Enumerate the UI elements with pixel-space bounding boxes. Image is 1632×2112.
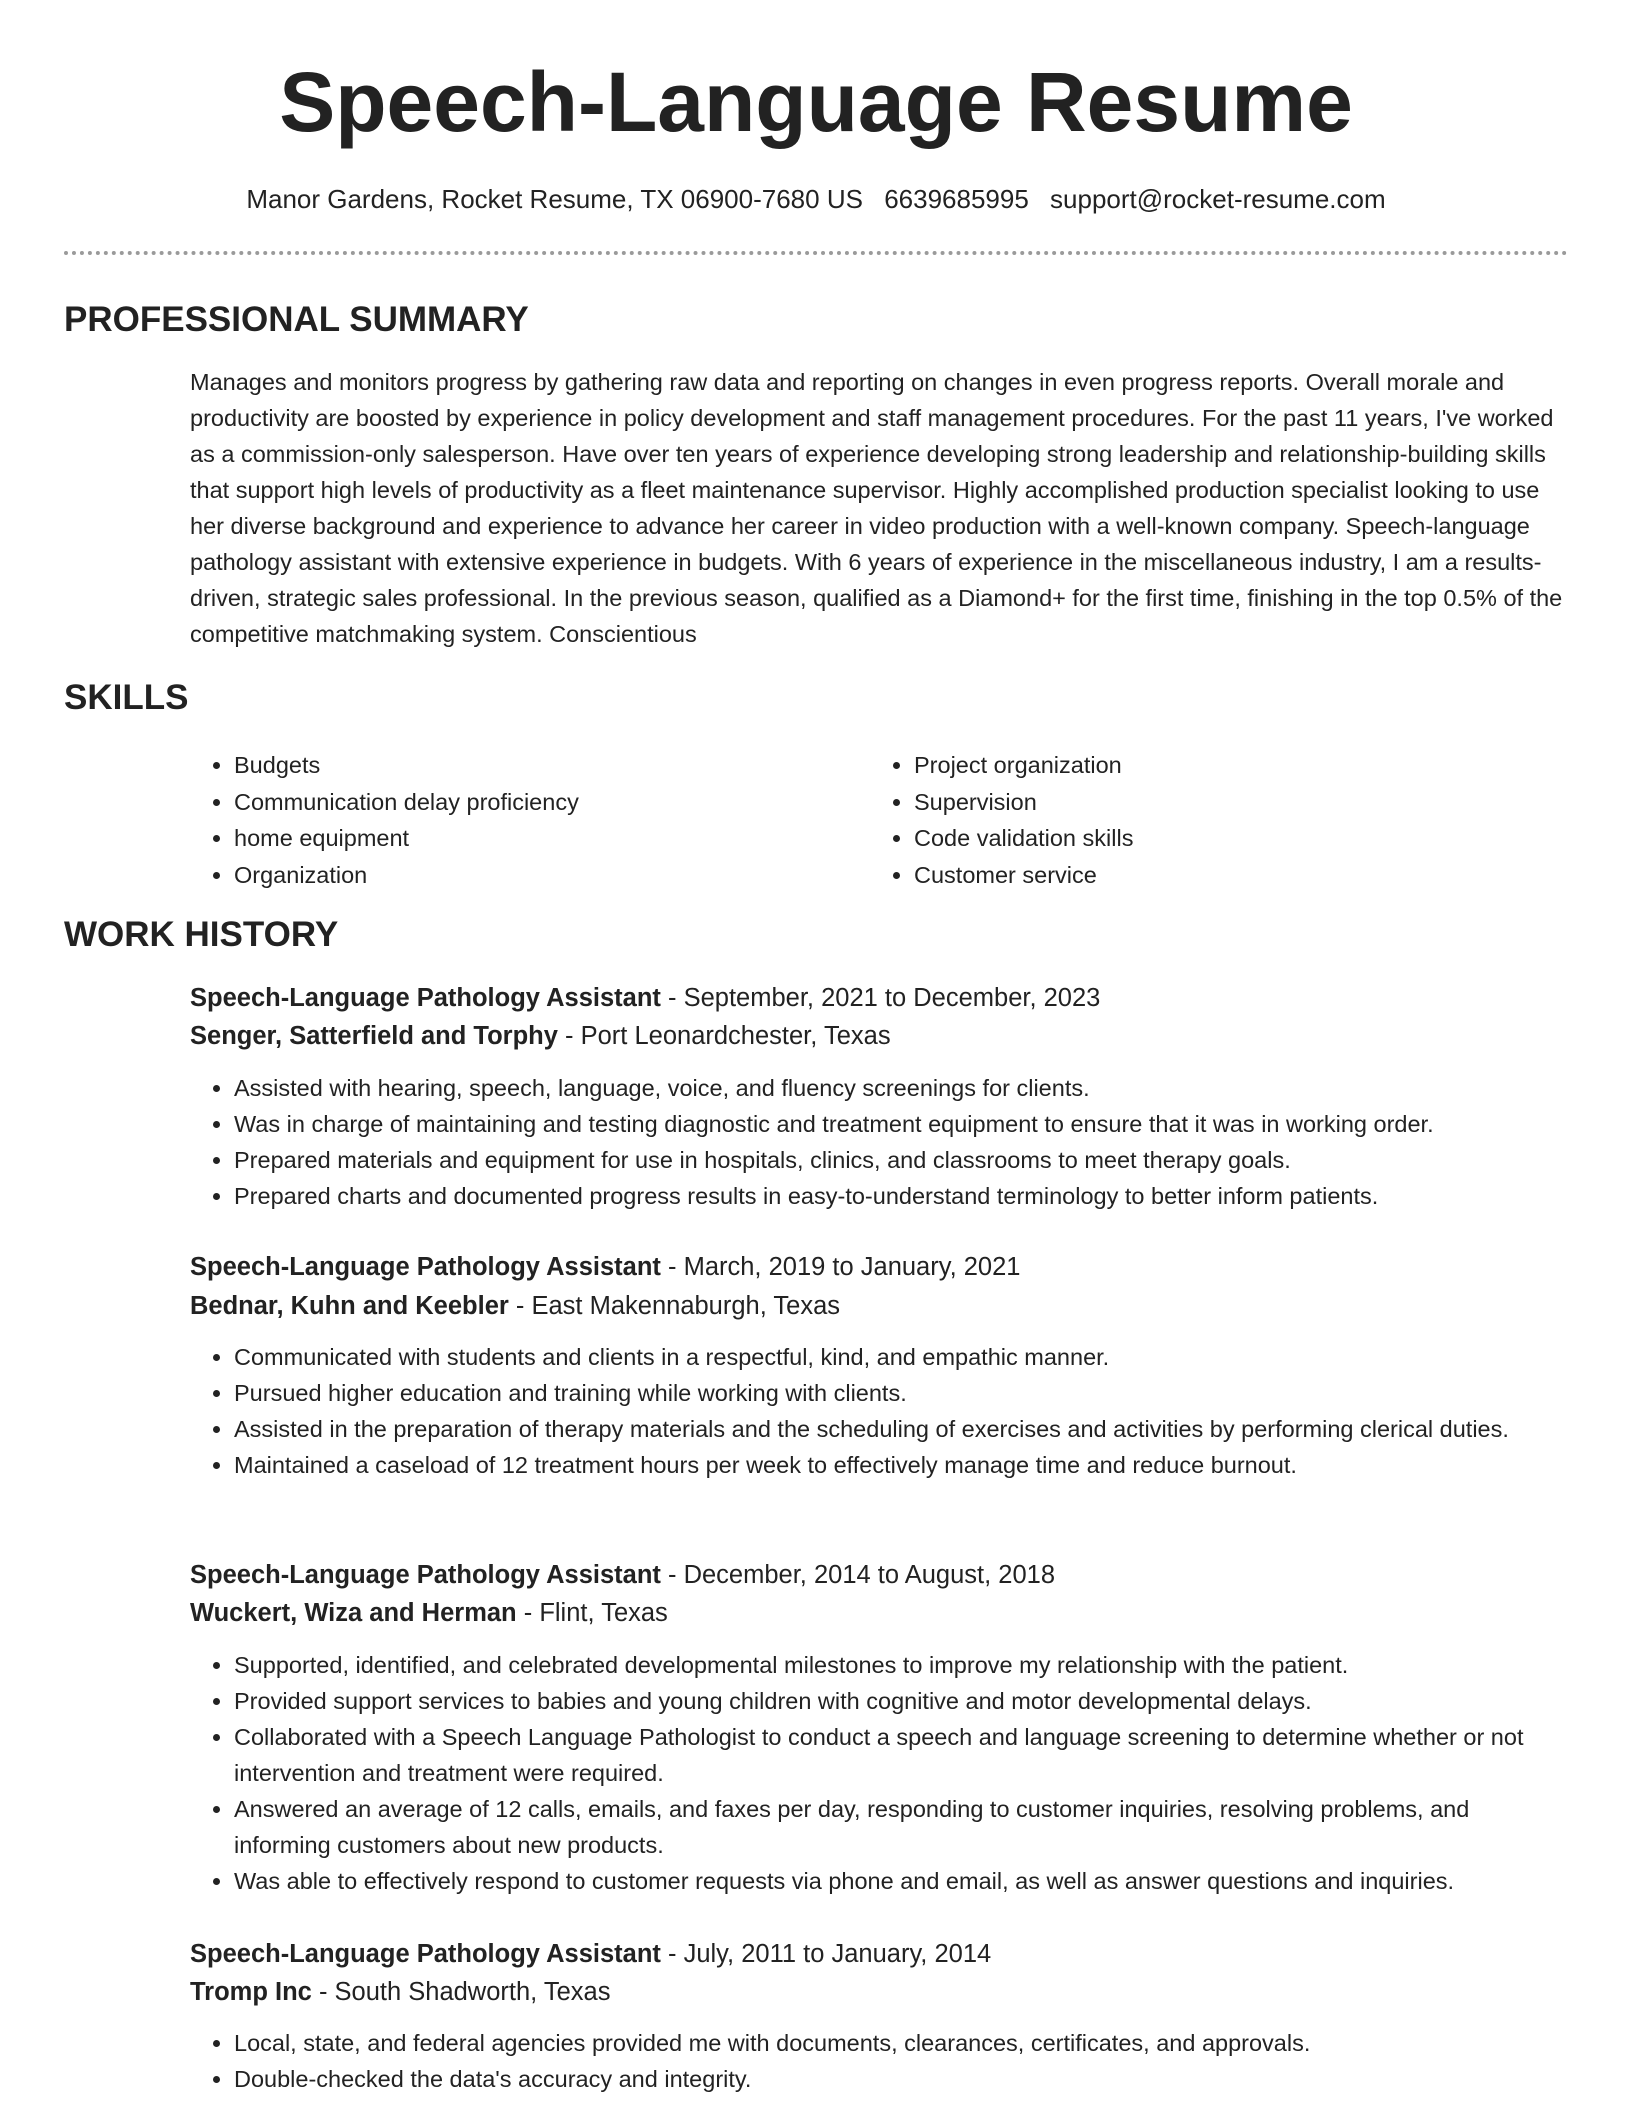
job-duties xyxy=(190,1339,1570,1483)
skill-item: • Code validation skills xyxy=(914,820,1550,857)
job-title-line: Speech-Language Pathology Assistant - December, 2014 to August, 2018 xyxy=(190,1561,1056,1589)
job-company-line: Bednar, Kuhn and Keebler - East Makennaburgh, Texas xyxy=(190,1292,841,1320)
job-dates: December, 2014 to August, 2018 xyxy=(683,1561,1056,1589)
skill-item: • Organization xyxy=(234,857,870,894)
contact-phone: 6639685995 xyxy=(884,184,1029,214)
summary-heading: PROFESSIONAL SUMMARY xyxy=(64,300,529,339)
skills-heading: SKILLS xyxy=(64,678,189,717)
duty-item: • Double-checked the data's accuracy and integrity. xyxy=(234,2061,1570,2097)
duty-item: • Local, state, and federal agencies provided me with documents, clearances, certificates, and approvals. xyxy=(234,2025,1570,2061)
job-location: East Makennaburgh, Texas xyxy=(531,1292,841,1320)
duty-item: • Answered an average of 12 calls, emails, and faxes per day, responding to customer inquiries, resolving problems, and informing customers about new products. xyxy=(234,1791,1570,1863)
skill-item: • Supervision xyxy=(914,784,1550,821)
job-location: Flint, Texas xyxy=(539,1599,668,1627)
job-company: Wuckert, Wiza and Herman xyxy=(190,1599,517,1627)
job-company-line: Senger, Satterfield and Torphy - Port Leonardchester, Texas xyxy=(190,1022,891,1050)
job-role: Speech-Language Pathology Assistant xyxy=(190,1561,661,1589)
duty-item: • Was able to effectively respond to customer requests via phone and email, as well as answer questions and inquiries. xyxy=(234,1863,1570,1899)
job-location: South Shadworth, Texas xyxy=(334,1978,611,2006)
contact-email: support@rocket-resume.com xyxy=(1050,184,1386,214)
duty-item: • Provided support services to babies and young children with cognitive and motor developmental delays. xyxy=(234,1683,1570,1719)
header-divider xyxy=(64,251,1568,255)
contact-address: Manor Gardens, Rocket Resume, TX 06900-7680 US xyxy=(246,184,863,214)
job-title-line: Speech-Language Pathology Assistant - March, 2019 to January, 2021 xyxy=(190,1253,1021,1281)
job-company: Tromp Inc xyxy=(190,1978,312,2006)
skill-item: • Communication delay proficiency xyxy=(234,784,870,821)
job-company-line: Tromp Inc - South Shadworth, Texas xyxy=(190,1978,611,2006)
job-title-line: Speech-Language Pathology Assistant - September, 2021 to December, 2023 xyxy=(190,984,1101,1012)
job-company: Bednar, Kuhn and Keebler xyxy=(190,1292,509,1320)
job-company-line: Wuckert, Wiza and Herman - Flint, Texas xyxy=(190,1599,668,1627)
work-history-heading: WORK HISTORY xyxy=(64,915,339,954)
duty-item: • Prepared materials and equipment for use in hospitals, clinics, and classrooms to meet therapy goals. xyxy=(234,1142,1570,1178)
skills-column-right xyxy=(870,747,1550,893)
resume-title: Speech-Language Resume xyxy=(279,55,1353,149)
skill-item: • home equipment xyxy=(234,820,870,857)
skill-item: • Project organization xyxy=(914,747,1550,784)
job-title-line: Speech-Language Pathology Assistant - July, 2011 to January, 2014 xyxy=(190,1940,992,1968)
duty-item: • Pursued higher education and training while working with clients. xyxy=(234,1375,1570,1411)
duty-item: • Collaborated with a Speech Language Pathologist to conduct a speech and language screening to determine whether or not intervention and treatment were required. xyxy=(234,1719,1570,1791)
job-role: Speech-Language Pathology Assistant xyxy=(190,984,661,1012)
job-location: Port Leonardchester, Texas xyxy=(580,1022,891,1050)
job-company: Senger, Satterfield and Torphy xyxy=(190,1022,558,1050)
duty-item: • Assisted with hearing, speech, language, voice, and fluency screenings for clients. xyxy=(234,1070,1570,1106)
job-duties xyxy=(190,1070,1570,1214)
duty-item: • Supported, identified, and celebrated developmental milestones to improve my relationship with the patient. xyxy=(234,1647,1570,1683)
contact-line xyxy=(0,182,1632,216)
job-role: Speech-Language Pathology Assistant xyxy=(190,1940,661,1968)
skills-list xyxy=(190,747,1570,893)
job-dates: March, 2019 to January, 2021 xyxy=(683,1253,1021,1281)
job-duties xyxy=(190,1647,1570,1899)
job-dates: July, 2011 to January, 2014 xyxy=(683,1940,992,1968)
duty-item: • Assisted in the preparation of therapy materials and the scheduling of exercises and activities by performing clerical duties. xyxy=(234,1411,1570,1447)
duty-item: • Was in charge of maintaining and testing diagnostic and treatment equipment to ensure that it was in working order. xyxy=(234,1106,1570,1142)
job-duties xyxy=(190,2025,1570,2097)
summary-text: Manages and monitors progress by gathering raw data and reporting on changes in even progress reports. Overall morale and productivity are boosted by experience in policy development and staff management procedures. For the past 11 years, I've worked as a commission-only salesperson. Have over ten years of experience developing strong leadership and relationship-building skills that support high levels of productivity as a fleet maintenance supervisor. Highly accomplished production specialist looking to use her diverse background and experience to advance her career in video production with a well-known company. Speech-language pathology assistant with extensive experience in budgets. With 6 years of experience in the miscellaneous industry, I am a results-driven, strategic sales professional. In the previous season, qualified as a Diamond+ for the first time, finishing in the top 0.5% of the competitive matchmaking system. Conscientious xyxy=(190,369,1563,647)
duty-item: • Prepared charts and documented progress results in easy-to-understand terminology to better inform patients. xyxy=(234,1178,1570,1214)
duty-item: • Maintained a caseload of 12 treatment hours per week to effectively manage time and reduce burnout. xyxy=(234,1447,1570,1483)
skills-column-left xyxy=(190,747,870,893)
job-role: Speech-Language Pathology Assistant xyxy=(190,1253,661,1281)
skill-item: • Budgets xyxy=(234,747,870,784)
job-dates: September, 2021 to December, 2023 xyxy=(683,984,1101,1012)
duty-item: • Communicated with students and clients in a respectful, kind, and empathic manner. xyxy=(234,1339,1570,1375)
skill-item: • Customer service xyxy=(914,857,1550,894)
